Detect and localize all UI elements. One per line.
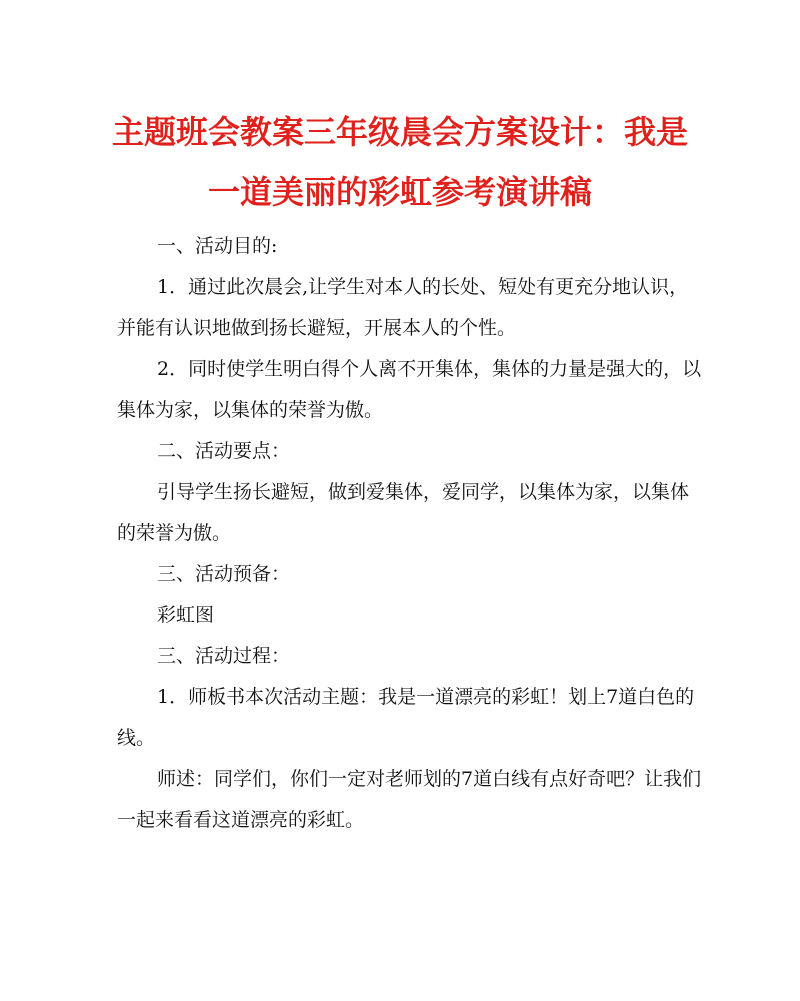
paragraph-line: 师述：同学们，你们一定对老师划的7道白线有点好奇吧？让我们 [157,768,702,790]
paragraph-line: 2．同时使学生明白得个人离不开集体，集体的力量是强大的，以 [157,358,702,380]
section-heading-process: 三、活动过程： [157,645,291,667]
paragraph-line: 1．师板书本次活动主题：我是一道漂亮的彩虹！划上7道白色的 [157,686,695,708]
document-body [117,226,702,841]
section-heading-purpose: 一、活动目的: [157,235,278,257]
section-heading-key-points: 二、活动要点： [157,440,291,462]
section-heading-preparation: 三、活动预备： [157,563,291,585]
paragraph-line: 引导学生扬长避短，做到爱集体，爱同学，以集体为家，以集体 [157,481,690,503]
paragraph-line: 的荣誉为傲。 [117,522,232,544]
paragraph-line: 集体为家，以集体的荣誉为傲。 [117,399,384,421]
paragraph-line: 并能有认识地做到扬长避短，开展本人的个性。 [117,317,517,339]
paragraph-line: 线。 [117,727,156,749]
paragraph-line: 一起来看看这道漂亮的彩虹。 [117,809,365,831]
paragraph-line: 1．通过此次晨会,让学生对本人的长处、短处有更充分地认识， [157,276,689,298]
document-title-line-2: 一道美丽的彩虹参考演讲稿 [207,173,592,211]
document-title-line-1: 主题班会教案三年级晨会方案设计：我是 [111,113,688,151]
paragraph-line: 彩虹图 [157,604,215,626]
